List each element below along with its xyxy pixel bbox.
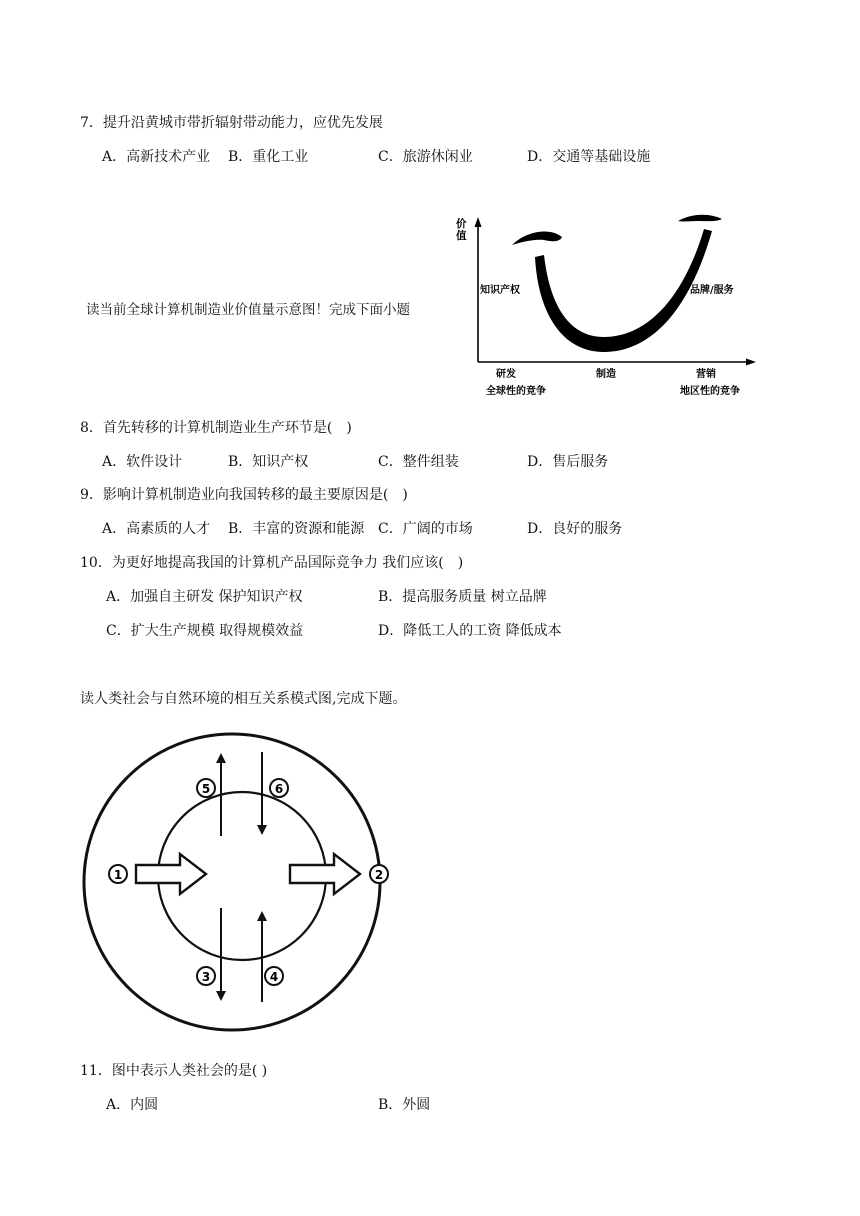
marker-1-icon [109,865,127,883]
q9-option-c: C．广阔的市场 [378,521,473,537]
marker-4-icon [265,967,283,985]
q7-option-a: A．高新技术产业 [102,149,211,165]
block-arrow-1 [136,854,206,894]
x-label-marketing: 营销 [696,369,716,380]
svg-text:2: 2 [374,868,384,882]
bottom-left-label: 全球性的竞争 [486,386,546,397]
marker-3-icon [197,967,215,985]
svg-text:6: 6 [274,782,284,796]
left-region-label: 知识产权 [480,285,520,296]
q11-option-a: A．内圆 [106,1097,159,1113]
circle-diagram-intro: 读人类社会与自然环境的相互关系模式图,完成下题。 [80,691,407,707]
q11-option-b: B．外圆 [378,1097,431,1113]
y-axis-label [455,217,470,242]
q7-option-b: B．重化工业 [228,149,309,165]
q10-option-d: D．降低工人的工资 降低成本 [378,623,562,639]
right-region-label: 品牌/服务 [690,285,734,296]
y-axis-label-char-1: 价 [456,218,467,230]
svg-text:1: 1 [113,868,123,882]
svg-text:4: 4 [269,970,279,984]
q7-option-d: D．交通等基础设施 [527,149,651,165]
x-label-rd: 研发 [496,369,516,380]
q9-option-d: D．良好的服务 [527,521,623,537]
human-nature-relationship-diagram [80,718,400,1048]
svg-text:3: 3 [201,970,211,984]
q8-option-c: C．整件组装 [378,454,459,470]
question-8-stem: 8．首先转移的计算机制造业生产环节是( ) [80,420,352,436]
smile-curve-figure [440,205,770,405]
y-axis-arrow-icon [475,217,482,227]
question-10-stem: 10．为更好地提高我国的计算机产品国际竞争力 我们应该( ) [80,555,464,571]
q8-option-a: A．软件设计 [102,454,183,470]
q10-option-b: B．提高服务质量 树立品牌 [378,589,547,605]
svg-text:5: 5 [201,782,211,796]
question-11-stem: 11．图中表示人类社会的是( ) [80,1063,268,1079]
marker-5-icon [197,779,215,797]
smile-curve-left-tip [512,231,562,245]
y-axis-label-char-2: 值 [456,230,467,242]
bottom-right-label: 地区性的竞争 [680,386,740,397]
question-9-stem: 9．影响计算机制造业向我国转移的最主要原因是( ) [80,487,408,503]
q10-option-c: C．扩大生产规模 取得规模效益 [106,623,304,639]
smile-curve-intro: 读当前全球计算机制造业价值量示意图！完成下面小题 [86,302,410,318]
q8-option-d: D．售后服务 [527,454,609,470]
question-7-stem: 7．提升沿黄城市带折辐射带动能力，应优先发展 [80,115,383,131]
q7-option-c: C．旅游休闲业 [378,149,473,165]
q8-option-b: B．知识产权 [228,454,309,470]
q9-option-b: B．丰富的资源和能源 [228,521,365,537]
marker-2-icon [370,865,388,883]
q10-option-a: A．加强自主研发 保护知识产权 [106,589,303,605]
q9-option-a: A．高素质的人才 [102,521,211,537]
smile-curve-right-tip [678,215,722,222]
x-axis-arrow-icon [746,359,756,366]
x-label-manufacturing: 制造 [596,369,616,380]
smile-curve [535,229,712,352]
marker-6-icon [270,779,288,797]
